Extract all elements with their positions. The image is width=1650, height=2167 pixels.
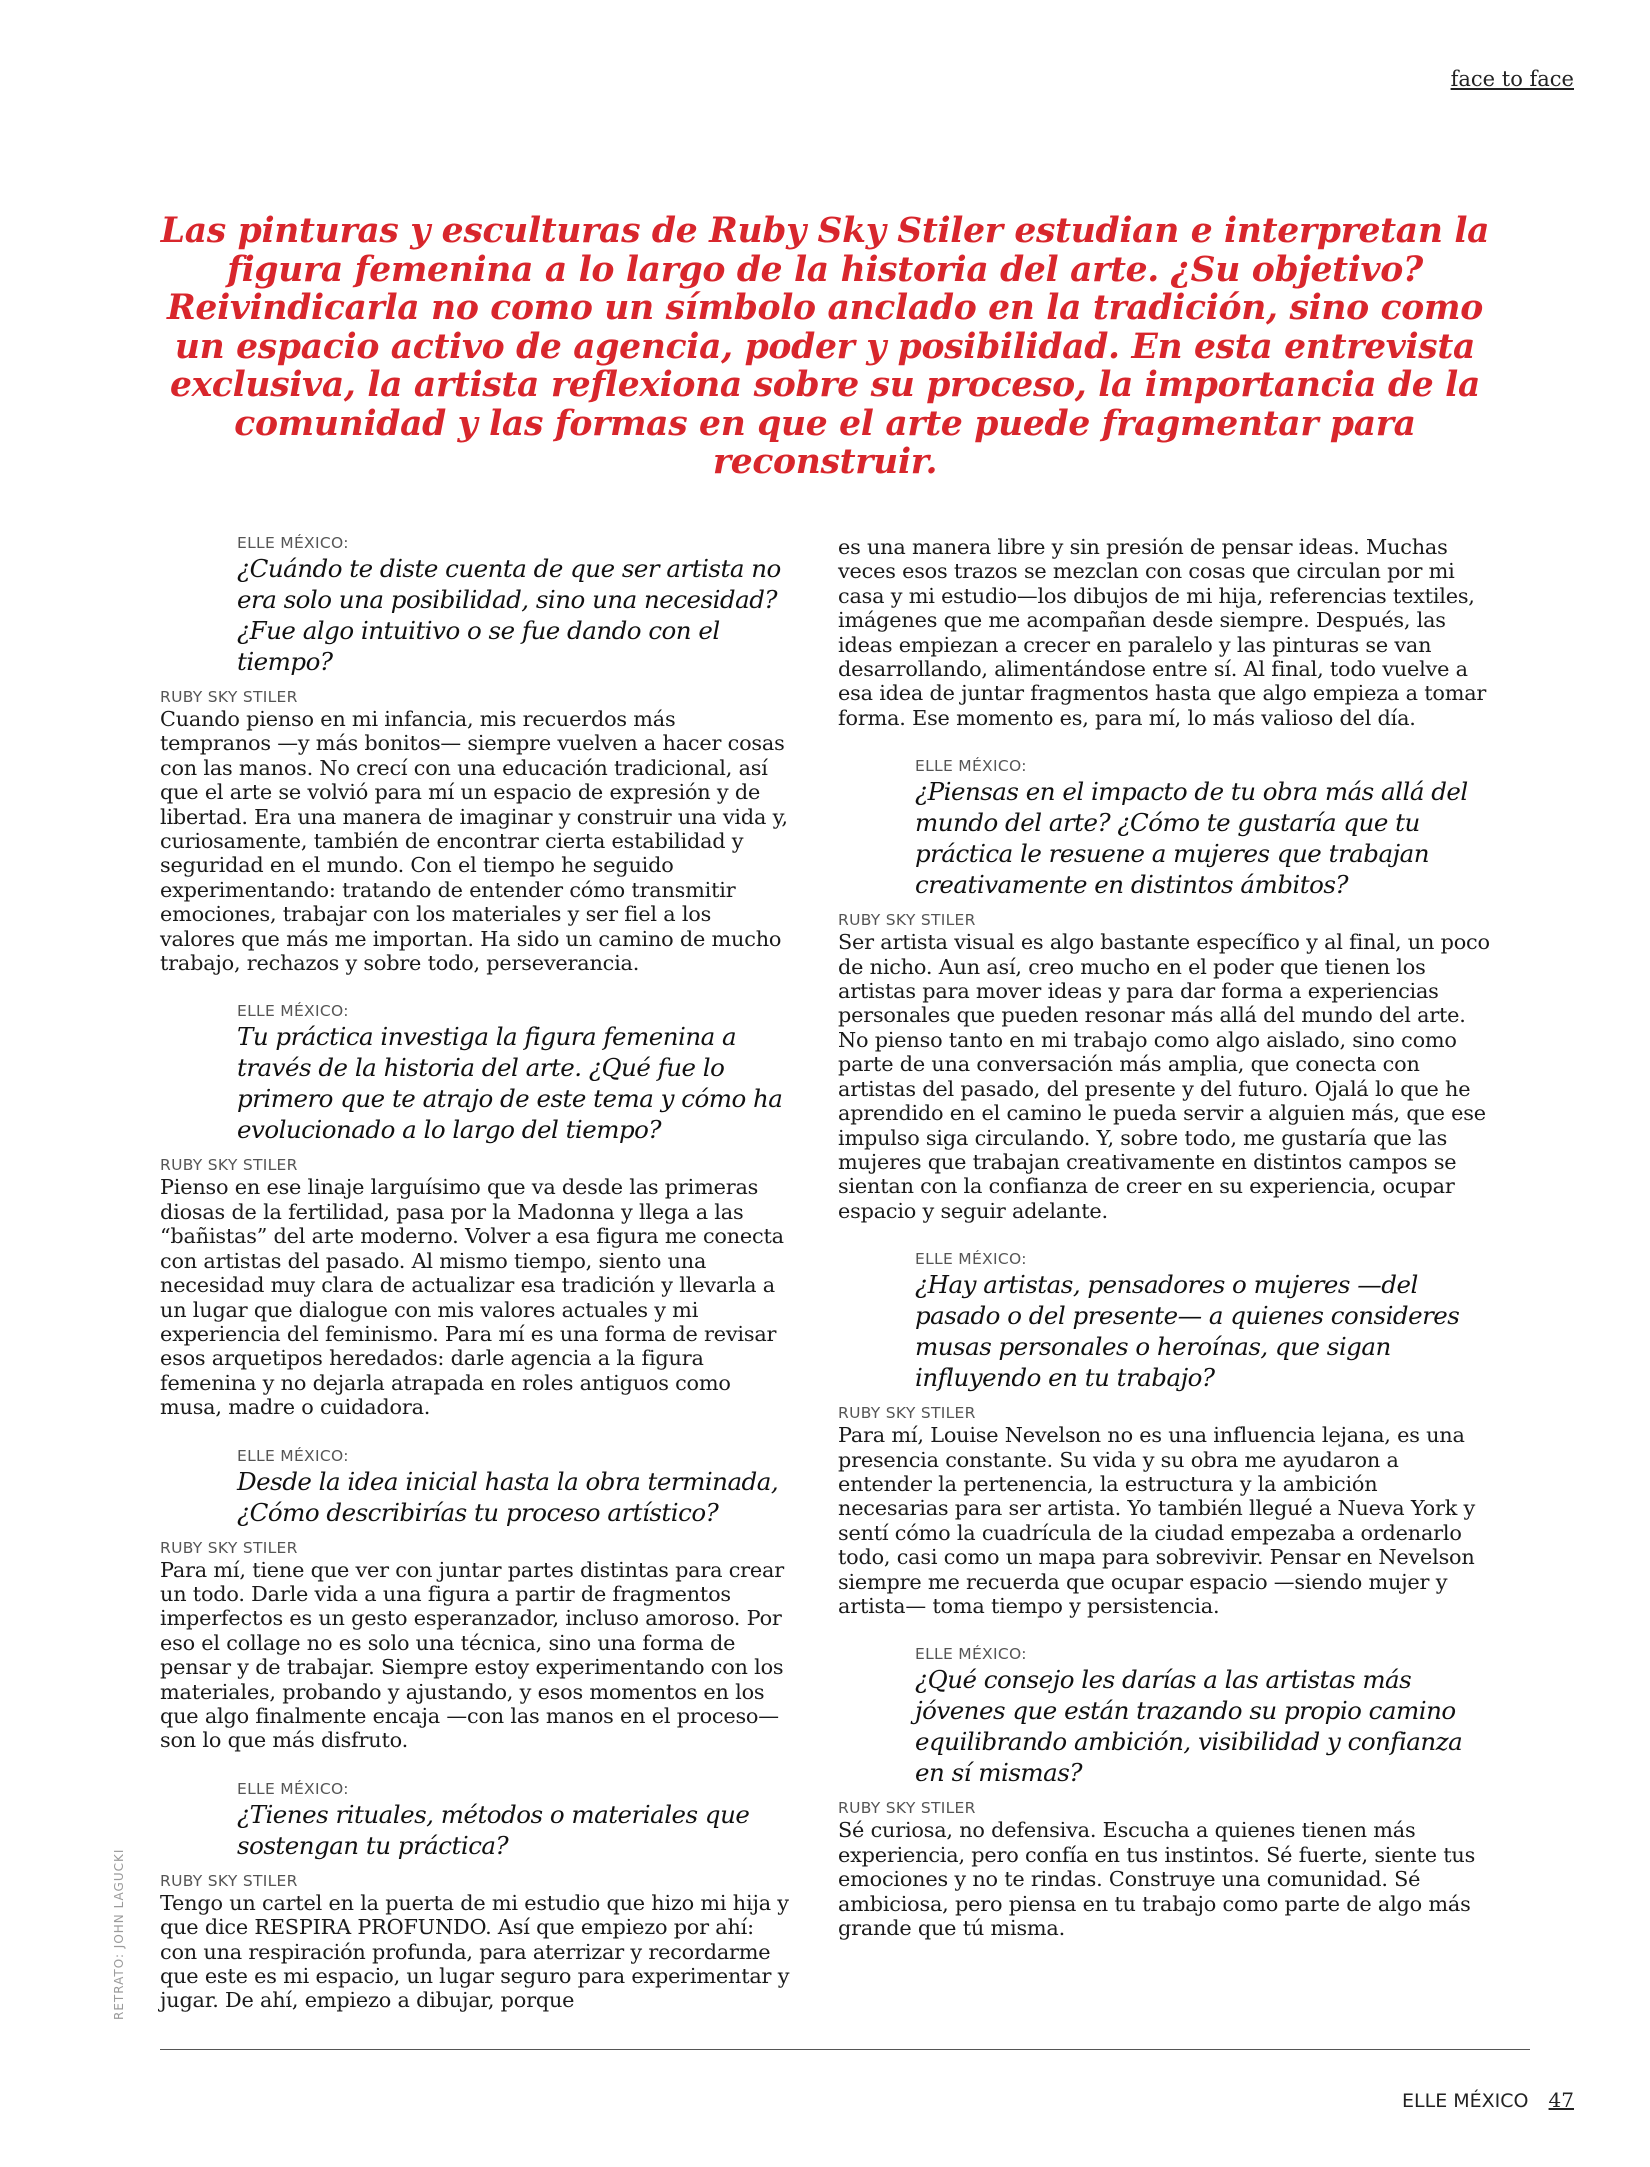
- artist-label: RUBY SKY STILER: [838, 1799, 976, 1818]
- interviewer-label: ELLE MÉXICO:: [237, 534, 349, 552]
- question-text: ¿Tienes rituales, métodos o materiales que sostengan tu práctica?: [237, 1799, 750, 1860]
- question-block: [838, 758, 1490, 900]
- answer-text: es una manera libre y sin presión de pensar ideas. Muchas veces esos trazos se mezclan con cosas que circulan por mi casa y mi estudio—los dibujos de mi hija, referencias textiles, imágenes que me acompañan desde siempre. Después, las ideas empiezan a crecer en paralelo y las pinturas se van desarrollando, alimentándose entre sí. Al final, todo vuelve a esa idea de juntar fragmentos hasta que algo empieza a tomar forma. Ese momento es, para mí, lo más valioso del día.: [838, 535, 1487, 730]
- answer-block: [160, 1157, 790, 1419]
- interviewer-label: ELLE MÉXICO:: [237, 1779, 349, 1798]
- answer-text: Ser artista visual es algo bastante específico y al final, un poco de nicho. Aun así, creo mucho en el poder que tienen los artistas para mover ideas y para dar forma a experiencias personales que pueden resonar más allá del mundo del arte. No pienso tanto en mi trabajo como algo aislado, sino como parte de una conversación más amplia, que conecta con artistas del pasado, del presente y del futuro. Ojalá lo que he aprendido en el camino le pueda servir a alguien más, que ese impulso siga circulando. Y, sobre todo, me gustaría que las mujeres que trabajan creativamente en distintos campos se sientan con la confianza de creer en su experiencia, ocupar espacio y seguir adelante.: [838, 930, 1490, 1223]
- answer-text: Para mí, Louise Nevelson no es una influencia lejana, es una presencia constante. Su vida y su obra me ayudaron a entender la pertenencia, la estructura y la ambición necesarias para ser artista. Yo también llegué a Nueva York y sentí cómo la cuadrícula de la ciudad empezaba a ordenarlo todo, casi como un mapa para sobrevivir. Pensar en Nevelson siempre me recuerda que ocupar espacio —siendo mujer y artista— toma tiempo y persistencia.: [838, 1423, 1476, 1618]
- question-text: ¿Hay artistas, pensadores o mujeres —del pasado o del presente— a quienes consideres musas personales o heroínas, que sigan influyendo en tu trabajo?: [915, 1270, 1460, 1393]
- answer-block: [838, 912, 1490, 1223]
- question-block: [838, 1646, 1490, 1788]
- answer-block: [160, 1540, 790, 1753]
- interviewer-label: ELLE MÉXICO:: [915, 757, 1027, 776]
- artist-label: RUBY SKY STILER: [160, 1156, 298, 1175]
- interviewer-label: ELLE MÉXICO:: [915, 1645, 1027, 1664]
- artist-label: RUBY SKY STILER: [838, 1404, 976, 1423]
- question-text: Tu práctica investiga la figura femenina a través de la historia del arte. ¿Qué fue lo primero que te atrajo de este tema y cómo ha evolucionado a lo largo del tiempo?: [237, 1022, 783, 1145]
- question-text: ¿Cuándo te diste cuenta de que ser artista no era solo una posibilidad, sino una necesidad? ¿Fue algo intuitivo o se fue dando con el tiempo?: [237, 554, 781, 676]
- answer-block: [838, 1405, 1490, 1618]
- section-tag[interactable]: face to face: [1450, 67, 1574, 91]
- artist-label: RUBY SKY STILER: [160, 1871, 298, 1890]
- page-footer: [1402, 2088, 1574, 2112]
- answer-text: Cuando pienso en mi infancia, mis recuerdos más tempranos —y más bonitos— siempre vuelven a hacer cosas con las manos. No crecí con una educación tradicional, así que el arte se volvió para mí un espacio de expresión y de libertad. Era una manera de imaginar y construir una vida y, curiosamente, también de encontrar cierta estabilidad y seguridad en el mundo. Con el tiempo he seguido experimentando: tratando de entender cómo transmitir emociones, trabajar con los materiales y ser fiel a los valores que más me importan. Ha sido un camino de mucho trabajo, rechazos y sobre todo, perseverancia.: [160, 707, 788, 976]
- answer-block: [160, 1873, 790, 2013]
- question-block: [160, 1448, 790, 1528]
- interviewer-label: ELLE MÉXICO:: [237, 1002, 349, 1021]
- question-text: ¿Qué consejo les darías a las artistas más jóvenes que están trazando su propio camino equilibrando ambición, visibilidad y confianza en sí mismas?: [915, 1665, 1463, 1788]
- artist-label: RUBY SKY STILER: [160, 1538, 298, 1557]
- answer-continuation: [838, 535, 1490, 730]
- photo-credit: RETRATO: JOHN LAGUCKI: [112, 1848, 126, 2020]
- left-column: [160, 535, 790, 2041]
- answer-text: Pienso en ese linaje larguísimo que va desde las primeras diosas de la fertilidad, pasa por la Madonna y llega a las “bañistas” del arte moderno. Volver a esa figura me conecta con artistas del pasado. Al mismo tiempo, siento una necesidad muy clara de actualizar esa tradición y llevarla a un lugar que dialogue con mis valores actuales y mi experiencia del feminismo. Para mí es una forma de revisar esos arquetipos heredados: darle agencia a la figura femenina y no dejarla atrapada en roles antiguos como musa, madre o cuidadora.: [160, 1175, 784, 1420]
- answer-text: Tengo un cartel en la puerta de mi estudio que hizo mi hija y que dice RESPIRA PROFUNDO. Así que empiezo por ahí: con una respiración profunda, para aterrizar y recordarme que este es mi espacio, un lugar seguro para experimentar y jugar. De ahí, empiezo a dibujar, porque: [160, 1890, 790, 2013]
- answer-text: Sé curiosa, no defensiva. Escucha a quienes tienen más experiencia, pero confía en tus instintos. Sé fuerte, siente tus emociones y no te rindas. Construye una comunidad. Sé ambiciosa, pero piensa en tu trabajo como parte de algo más grande que tú misma.: [838, 1818, 1476, 1940]
- question-block: [160, 535, 790, 677]
- artist-label: RUBY SKY STILER: [160, 688, 298, 706]
- magazine-name: ELLE MÉXICO: [1402, 2090, 1529, 2112]
- answer-block: [838, 1800, 1490, 1940]
- question-text: ¿Piensas en el impacto de tu obra más allá del mundo del arte? ¿Cómo te gustaría que tu práctica le resuene a mujeres que trabajan creativamente en distintos ámbitos?: [915, 777, 1468, 900]
- question-block: [838, 1251, 1490, 1393]
- answer-block: [160, 689, 790, 975]
- interviewer-label: ELLE MÉXICO:: [237, 1446, 349, 1465]
- question-block: [160, 1003, 790, 1145]
- answer-text: Para mí, tiene que ver con juntar partes distintas para crear un todo. Darle vida a una figura a partir de fragmentos imperfectos es un gesto esperanzador, incluso amoroso. Por eso el collage no es solo una técnica, sino una forma de pensar y de trabajar. Siempre estoy experimentando con los materiales, probando y ajustando, y esos momentos en los que algo finalmente encaja —con las manos en el proceso— son lo que más disfruto.: [160, 1557, 784, 1753]
- interviewer-label: ELLE MÉXICO:: [915, 1250, 1027, 1269]
- question-text: Desde la idea inicial hasta la obra terminada, ¿Cómo describirías tu proceso artístico?: [237, 1466, 779, 1527]
- right-column: [838, 535, 1490, 1968]
- question-block: [160, 1781, 790, 1861]
- intro-standfirst: Las pinturas y esculturas de Ruby Sky Stiler estudian e interpretan la figura femenina a lo largo de la historia del arte. ¿Su objetivo? Reivindicarla no como un símbolo anclado en la tradición, sino como un espacio activo de agencia, poder y posibilidad. En esta entrevista exclusiva, la artista reflexiona sobre su proceso, la importancia de la comunidad y las formas en que el arte puede fragmentar para reconstruir.: [160, 211, 1490, 482]
- page-number: 47: [1548, 2088, 1574, 2112]
- artist-label: RUBY SKY STILER: [838, 911, 976, 930]
- footer-divider: [160, 2049, 1530, 2050]
